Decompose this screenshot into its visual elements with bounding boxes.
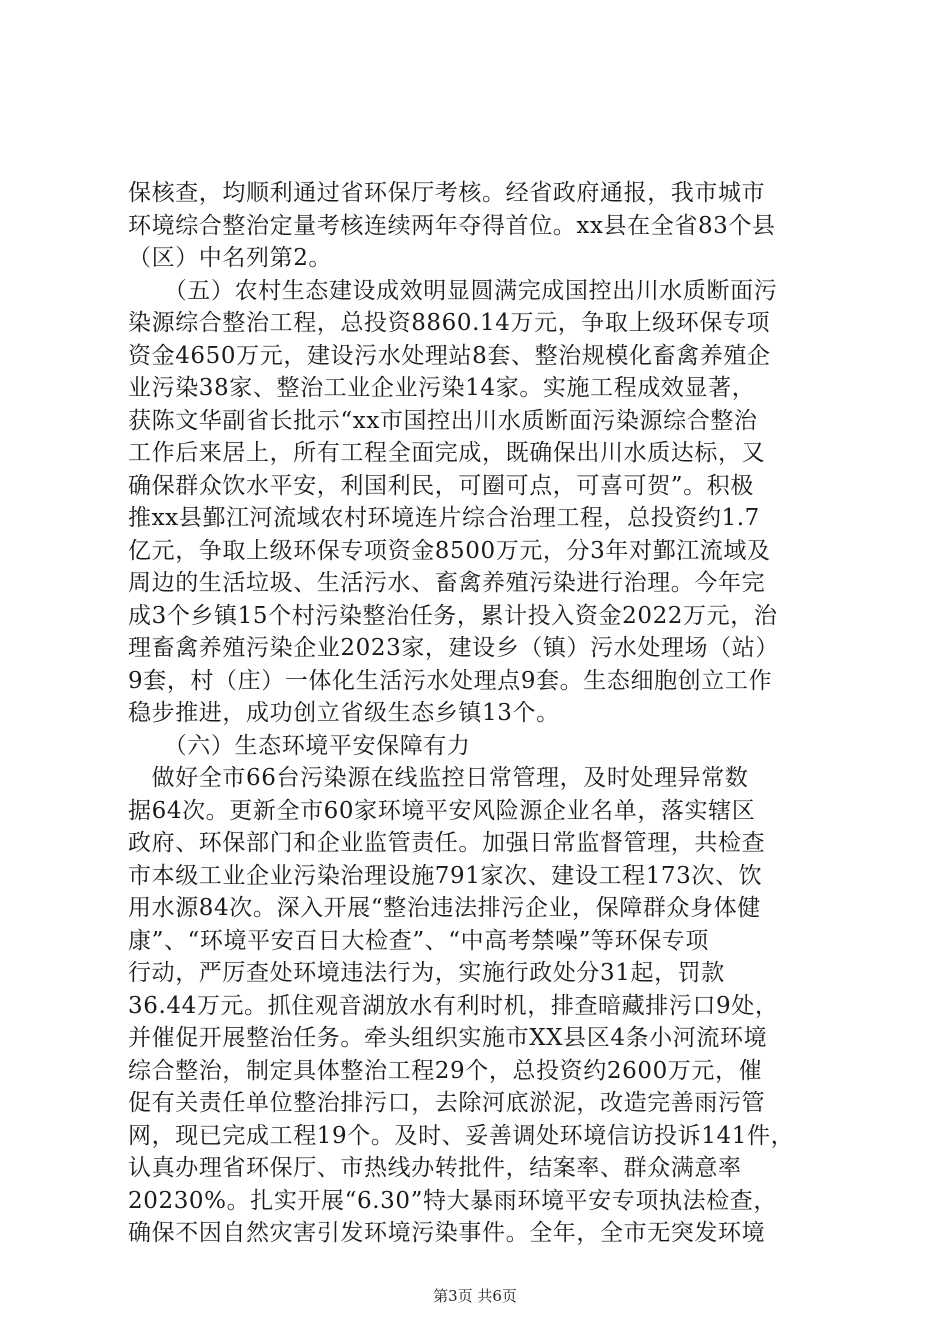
- text-line: 确保群众饮水平安，利国利民，可圈可点，可喜可贺”。积极: [128, 472, 754, 499]
- text-line: 周边的生活垃圾、生活污水、畜禽养殖污染进行治理。今年完: [128, 570, 766, 596]
- text-line: 政府、环保部门和企业监管责任。加强日常监督管理，共检查: [128, 830, 766, 856]
- body-text: [128, 177, 848, 1250]
- text-line: 保核查，均顺利通过省环保厅考核。经省政府通报，我市城市: [128, 180, 766, 206]
- text-line: 综合整治，制定具体整治工程29个，总投资约2600万元，催: [128, 1057, 763, 1084]
- text-line: 9套，村（庄）一体化生活污水处理点9套。生态细胞创立工作: [128, 667, 773, 694]
- text-line: 36.44万元。抓住观音湖放水有利时机，排查暗藏排污口9处，: [128, 992, 779, 1019]
- text-line: 做好全市66台污染源在线监控日常管理，及时处理异常数: [128, 765, 749, 791]
- text-line: 环境综合整治定量考核连续两年夺得首位。xx县在全省83个县: [128, 212, 776, 239]
- text-line: 康”、“环境平安百日大检查”、“中高考禁噪”等环保专项: [128, 927, 709, 954]
- text-line: 并催促开展整治任务。牵头组织实施市XX县区4条小河流环境: [128, 1025, 768, 1051]
- text-line: 成3个乡镇15个村污染整治任务，累计投入资金2022万元，治: [128, 602, 778, 629]
- text-line: 据64次。更新全市60家环境平安风险源企业名单，落实辖区: [128, 797, 756, 824]
- text-line: 业污染38家、整治工业企业污染14家。实施工程成效显著，: [128, 375, 756, 401]
- page-number: 第3页 共6页: [433, 1287, 517, 1305]
- text-line: 稳步推进，成功创立省级生态乡镇13个。: [128, 700, 560, 726]
- text-line: （区）中名列第2。: [128, 245, 333, 271]
- text-line: 工作后来居上，所有工程全面完成，既确保出川水质达标，又: [128, 440, 766, 466]
- text-line: 理畜禽养殖污染企业2023家，建设乡（镇）污水处理场（站）: [128, 635, 779, 661]
- section-heading-five: （五）农村生态建设成效明显圆满完成国控出川水质断面污: [128, 277, 778, 304]
- text-line: 认真办理省环保厅、市热线办转批件，结案率、群众满意率: [128, 1155, 742, 1181]
- text-line: 市本级工业企业污染治理设施791家次、建设工程173次、饮: [128, 862, 763, 889]
- text-line: 推xx县鄞江河流域农村环境连片综合治理工程，总投资约1.7: [128, 505, 760, 531]
- text-line: 行动，严厉查处环境违法行为，实施行政处分31起，罚款: [128, 960, 725, 986]
- text-line: 确保不因自然灾害引发环境污染事件。全年，全市无突发环境: [128, 1220, 766, 1246]
- text-line: 染源综合整治工程，总投资8860.14万元，争取上级环保专项: [128, 310, 771, 336]
- section-heading-six: （六）生态环境平安保障有力: [128, 732, 471, 759]
- text-line: 获陈文华副省长批示“xx市国控出川水质断面污染源综合整治: [128, 407, 758, 434]
- text-line: 亿元，争取上级环保专项资金8500万元，分3年对鄞江流域及: [128, 537, 771, 564]
- page-footer: [0, 1285, 950, 1306]
- text-line: 网，现已完成工程19个。及时、妥善调处环境信访投诉141件，: [128, 1122, 795, 1149]
- text-line: 资金4650万元，建设污水处理站8套、整治规模化畜禽养殖企: [128, 342, 771, 369]
- text-line: 20230%。扎实开展“6.30”特大暴雨环境平安专项执法检查，: [128, 1187, 777, 1214]
- text-line: 促有关责任单位整治排污口，去除河底淤泥，改造完善雨污管: [128, 1090, 766, 1116]
- text-line: 用水源84次。深入开展“整治违法排污企业，保障群众身体健: [128, 895, 761, 921]
